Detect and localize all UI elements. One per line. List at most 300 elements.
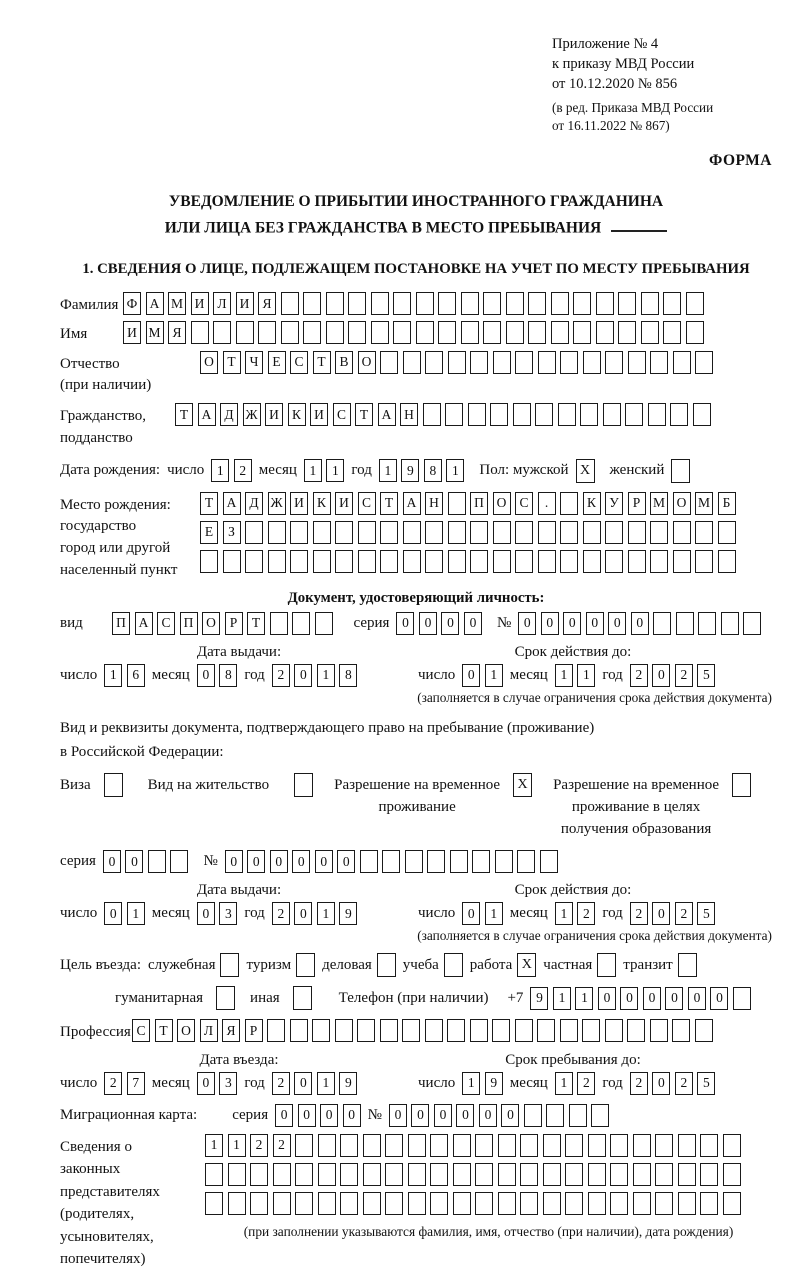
char-cell[interactable]: И	[335, 492, 353, 515]
char-cell[interactable]: Н	[400, 403, 418, 426]
char-cell[interactable]: 1	[127, 902, 145, 925]
char-cell[interactable]: М	[168, 292, 186, 315]
char-cell[interactable]: Ф	[123, 292, 141, 315]
purpose-other-checkbox[interactable]	[293, 986, 312, 1010]
char-cell[interactable]: 0	[103, 850, 121, 873]
char-cell[interactable]	[408, 1163, 426, 1186]
char-cell[interactable]: С	[132, 1019, 150, 1042]
char-cell[interactable]	[405, 850, 423, 873]
char-cell[interactable]	[686, 321, 704, 344]
char-cell[interactable]: И	[123, 321, 141, 344]
char-cell[interactable]	[588, 1134, 606, 1157]
char-cell[interactable]	[700, 1134, 718, 1157]
char-cell[interactable]	[583, 521, 601, 544]
char-cell[interactable]	[515, 550, 533, 573]
char-cell[interactable]	[605, 351, 623, 374]
char-cell[interactable]	[673, 521, 691, 544]
char-cell[interactable]: Т	[200, 492, 218, 515]
char-cell[interactable]: 0	[479, 1104, 497, 1127]
char-cell[interactable]	[700, 1192, 718, 1215]
char-cell[interactable]: 9	[530, 987, 548, 1010]
char-cell[interactable]: 9	[485, 1072, 503, 1095]
char-cell[interactable]	[447, 1019, 465, 1042]
char-cell[interactable]: С	[290, 351, 308, 374]
char-cell[interactable]	[270, 612, 288, 635]
char-cell[interactable]	[655, 1163, 673, 1186]
purpose-study-checkbox[interactable]	[444, 953, 463, 977]
char-cell[interactable]: 2	[675, 664, 693, 687]
char-cell[interactable]: 5	[697, 664, 715, 687]
char-cell[interactable]: 0	[665, 987, 683, 1010]
char-cell[interactable]	[453, 1163, 471, 1186]
char-cell[interactable]	[318, 1192, 336, 1215]
char-cell[interactable]: О	[177, 1019, 195, 1042]
char-cell[interactable]	[385, 1163, 403, 1186]
char-cell[interactable]: Л	[213, 292, 231, 315]
char-cell[interactable]	[475, 1192, 493, 1215]
char-cell[interactable]	[573, 292, 591, 315]
char-cell[interactable]: 0	[434, 1104, 452, 1127]
char-cell[interactable]: 2	[273, 1134, 291, 1157]
char-cell[interactable]: 0	[343, 1104, 361, 1127]
char-cell[interactable]	[348, 321, 366, 344]
char-cell[interactable]	[363, 1163, 381, 1186]
char-cell[interactable]: 0	[598, 987, 616, 1010]
char-cell[interactable]	[524, 1104, 542, 1127]
char-cell[interactable]: 0	[456, 1104, 474, 1127]
char-cell[interactable]: 0	[652, 1072, 670, 1095]
char-cell[interactable]: Н	[425, 492, 443, 515]
char-cell[interactable]	[425, 550, 443, 573]
char-cell[interactable]	[403, 550, 421, 573]
char-cell[interactable]: .	[538, 492, 556, 515]
char-cell[interactable]: 1	[553, 987, 571, 1010]
char-cell[interactable]	[650, 351, 668, 374]
char-cell[interactable]	[492, 1019, 510, 1042]
char-cell[interactable]	[535, 403, 553, 426]
char-cell[interactable]	[470, 1019, 488, 1042]
char-cell[interactable]	[603, 403, 621, 426]
char-cell[interactable]	[538, 351, 556, 374]
char-cell[interactable]: Я	[168, 321, 186, 344]
char-cell[interactable]	[245, 521, 263, 544]
char-cell[interactable]: И	[236, 292, 254, 315]
char-cell[interactable]	[678, 1163, 696, 1186]
char-cell[interactable]: Р	[225, 612, 243, 635]
char-cell[interactable]: К	[313, 492, 331, 515]
char-cell[interactable]	[425, 1019, 443, 1042]
char-cell[interactable]	[448, 521, 466, 544]
char-cell[interactable]	[610, 1192, 628, 1215]
char-cell[interactable]	[380, 521, 398, 544]
char-cell[interactable]: 2	[630, 902, 648, 925]
char-cell[interactable]	[313, 550, 331, 573]
char-cell[interactable]	[313, 521, 331, 544]
char-cell[interactable]	[718, 521, 736, 544]
char-cell[interactable]	[205, 1192, 223, 1215]
char-cell[interactable]	[498, 1163, 516, 1186]
char-cell[interactable]: А	[198, 403, 216, 426]
char-cell[interactable]	[650, 521, 668, 544]
char-cell[interactable]: 1	[485, 902, 503, 925]
char-cell[interactable]	[470, 351, 488, 374]
char-cell[interactable]: 0	[462, 664, 480, 687]
char-cell[interactable]: И	[265, 403, 283, 426]
residence-permit-checkbox[interactable]	[294, 773, 313, 797]
char-cell[interactable]	[461, 292, 479, 315]
char-cell[interactable]: 0	[292, 850, 310, 873]
char-cell[interactable]	[380, 1019, 398, 1042]
char-cell[interactable]: С	[358, 492, 376, 515]
char-cell[interactable]	[648, 403, 666, 426]
char-cell[interactable]: 1	[575, 987, 593, 1010]
char-cell[interactable]: 0	[710, 987, 728, 1010]
char-cell[interactable]: П	[112, 612, 130, 635]
char-cell[interactable]	[427, 850, 445, 873]
char-cell[interactable]	[723, 1163, 741, 1186]
purpose-humanitarian-checkbox[interactable]	[216, 986, 235, 1010]
char-cell[interactable]: А	[223, 492, 241, 515]
char-cell[interactable]: У	[605, 492, 623, 515]
char-cell[interactable]	[625, 403, 643, 426]
char-cell[interactable]	[743, 612, 761, 635]
char-cell[interactable]: 1	[205, 1134, 223, 1157]
char-cell[interactable]: Е	[200, 521, 218, 544]
char-cell[interactable]: 1	[317, 664, 335, 687]
char-cell[interactable]: 0	[462, 902, 480, 925]
char-cell[interactable]: 0	[586, 612, 604, 635]
char-cell[interactable]	[191, 321, 209, 344]
char-cell[interactable]: 0	[104, 902, 122, 925]
char-cell[interactable]	[538, 521, 556, 544]
char-cell[interactable]: 0	[419, 612, 437, 635]
char-cell[interactable]	[633, 1163, 651, 1186]
char-cell[interactable]: Д	[220, 403, 238, 426]
char-cell[interactable]	[546, 1104, 564, 1127]
char-cell[interactable]	[430, 1163, 448, 1186]
char-cell[interactable]: 0	[315, 850, 333, 873]
char-cell[interactable]	[453, 1192, 471, 1215]
char-cell[interactable]	[281, 292, 299, 315]
char-cell[interactable]: 0	[501, 1104, 519, 1127]
char-cell[interactable]: 0	[411, 1104, 429, 1127]
char-cell[interactable]	[326, 292, 344, 315]
char-cell[interactable]	[448, 550, 466, 573]
char-cell[interactable]: Е	[268, 351, 286, 374]
char-cell[interactable]	[583, 351, 601, 374]
char-cell[interactable]	[628, 550, 646, 573]
char-cell[interactable]: А	[403, 492, 421, 515]
char-cell[interactable]	[655, 1192, 673, 1215]
char-cell[interactable]	[425, 521, 443, 544]
char-cell[interactable]: 0	[125, 850, 143, 873]
char-cell[interactable]: 0	[197, 902, 215, 925]
char-cell[interactable]	[438, 321, 456, 344]
char-cell[interactable]	[453, 1134, 471, 1157]
char-cell[interactable]: И	[191, 292, 209, 315]
char-cell[interactable]: 1	[304, 459, 322, 482]
char-cell[interactable]: 1	[555, 902, 573, 925]
char-cell[interactable]	[358, 550, 376, 573]
char-cell[interactable]: Р	[245, 1019, 263, 1042]
char-cell[interactable]: Д	[245, 492, 263, 515]
char-cell[interactable]: 2	[234, 459, 252, 482]
char-cell[interactable]	[228, 1163, 246, 1186]
char-cell[interactable]: 2	[675, 902, 693, 925]
char-cell[interactable]	[565, 1134, 583, 1157]
char-cell[interactable]: 0	[294, 1072, 312, 1095]
char-cell[interactable]	[582, 1019, 600, 1042]
char-cell[interactable]	[295, 1134, 313, 1157]
char-cell[interactable]: 1	[228, 1134, 246, 1157]
char-cell[interactable]: Ч	[245, 351, 263, 374]
char-cell[interactable]: 1	[317, 1072, 335, 1095]
char-cell[interactable]: 8	[424, 459, 442, 482]
char-cell[interactable]: 0	[652, 664, 670, 687]
char-cell[interactable]	[641, 292, 659, 315]
char-cell[interactable]: Ж	[268, 492, 286, 515]
char-cell[interactable]	[290, 521, 308, 544]
char-cell[interactable]: 0	[541, 612, 559, 635]
char-cell[interactable]: 9	[401, 459, 419, 482]
purpose-private-checkbox[interactable]	[597, 953, 616, 977]
char-cell[interactable]	[425, 351, 443, 374]
char-cell[interactable]: С	[333, 403, 351, 426]
char-cell[interactable]: Т	[247, 612, 265, 635]
char-cell[interactable]	[223, 550, 241, 573]
char-cell[interactable]: 0	[294, 902, 312, 925]
purpose-transit-checkbox[interactable]	[678, 953, 697, 977]
char-cell[interactable]	[363, 1192, 381, 1215]
char-cell[interactable]	[267, 1019, 285, 1042]
char-cell[interactable]	[506, 321, 524, 344]
char-cell[interactable]: А	[146, 292, 164, 315]
char-cell[interactable]	[565, 1192, 583, 1215]
char-cell[interactable]	[335, 521, 353, 544]
char-cell[interactable]: 1	[317, 902, 335, 925]
char-cell[interactable]	[148, 850, 166, 873]
char-cell[interactable]	[470, 521, 488, 544]
char-cell[interactable]	[290, 1019, 308, 1042]
sex-male-checkbox[interactable]: X	[576, 459, 595, 483]
char-cell[interactable]: 1	[326, 459, 344, 482]
char-cell[interactable]	[628, 351, 646, 374]
char-cell[interactable]	[538, 550, 556, 573]
char-cell[interactable]	[498, 1192, 516, 1215]
char-cell[interactable]	[483, 292, 501, 315]
char-cell[interactable]: И	[310, 403, 328, 426]
char-cell[interactable]	[618, 292, 636, 315]
char-cell[interactable]	[540, 850, 558, 873]
char-cell[interactable]	[558, 403, 576, 426]
char-cell[interactable]: К	[583, 492, 601, 515]
char-cell[interactable]	[543, 1192, 561, 1215]
char-cell[interactable]	[653, 612, 671, 635]
char-cell[interactable]	[236, 321, 254, 344]
char-cell[interactable]: 7	[127, 1072, 145, 1095]
char-cell[interactable]: 1	[462, 1072, 480, 1095]
char-cell[interactable]: 1	[446, 459, 464, 482]
char-cell[interactable]: 2	[577, 1072, 595, 1095]
char-cell[interactable]: 8	[339, 664, 357, 687]
char-cell[interactable]	[506, 292, 524, 315]
char-cell[interactable]: Я	[258, 292, 276, 315]
char-cell[interactable]	[493, 521, 511, 544]
char-cell[interactable]	[537, 1019, 555, 1042]
char-cell[interactable]	[250, 1163, 268, 1186]
char-cell[interactable]: М	[146, 321, 164, 344]
char-cell[interactable]: 9	[339, 1072, 357, 1095]
char-cell[interactable]	[268, 521, 286, 544]
char-cell[interactable]	[360, 850, 378, 873]
char-cell[interactable]: 5	[697, 902, 715, 925]
char-cell[interactable]: 3	[219, 902, 237, 925]
visa-checkbox[interactable]	[104, 773, 123, 797]
char-cell[interactable]	[569, 1104, 587, 1127]
char-cell[interactable]	[468, 403, 486, 426]
char-cell[interactable]: Л	[200, 1019, 218, 1042]
char-cell[interactable]: 0	[652, 902, 670, 925]
char-cell[interactable]: 0	[275, 1104, 293, 1127]
char-cell[interactable]	[393, 321, 411, 344]
char-cell[interactable]	[698, 612, 716, 635]
char-cell[interactable]: Т	[380, 492, 398, 515]
char-cell[interactable]	[605, 1019, 623, 1042]
char-cell[interactable]	[641, 321, 659, 344]
char-cell[interactable]	[693, 403, 711, 426]
char-cell[interactable]	[382, 850, 400, 873]
char-cell[interactable]	[650, 1019, 668, 1042]
char-cell[interactable]	[393, 292, 411, 315]
char-cell[interactable]	[517, 850, 535, 873]
char-cell[interactable]	[723, 1134, 741, 1157]
char-cell[interactable]: 0	[441, 612, 459, 635]
char-cell[interactable]	[416, 321, 434, 344]
char-cell[interactable]	[573, 321, 591, 344]
char-cell[interactable]: 0	[518, 612, 536, 635]
char-cell[interactable]	[340, 1163, 358, 1186]
char-cell[interactable]	[448, 492, 466, 515]
char-cell[interactable]	[340, 1192, 358, 1215]
char-cell[interactable]	[205, 1163, 223, 1186]
char-cell[interactable]: 0	[620, 987, 638, 1010]
char-cell[interactable]	[408, 1134, 426, 1157]
char-cell[interactable]	[357, 1019, 375, 1042]
char-cell[interactable]	[733, 987, 751, 1010]
char-cell[interactable]	[371, 321, 389, 344]
char-cell[interactable]	[258, 321, 276, 344]
char-cell[interactable]: 0	[688, 987, 706, 1010]
purpose-official-checkbox[interactable]	[220, 953, 239, 977]
char-cell[interactable]: 2	[630, 1072, 648, 1095]
char-cell[interactable]	[445, 403, 463, 426]
char-cell[interactable]: С	[515, 492, 533, 515]
char-cell[interactable]	[596, 292, 614, 315]
edu-permit-checkbox[interactable]	[732, 773, 751, 797]
char-cell[interactable]: Ж	[243, 403, 261, 426]
char-cell[interactable]	[672, 1019, 690, 1042]
char-cell[interactable]: О	[202, 612, 220, 635]
char-cell[interactable]	[520, 1134, 538, 1157]
char-cell[interactable]: 0	[197, 1072, 215, 1095]
char-cell[interactable]: Р	[628, 492, 646, 515]
char-cell[interactable]	[591, 1104, 609, 1127]
char-cell[interactable]	[520, 1192, 538, 1215]
char-cell[interactable]	[493, 550, 511, 573]
char-cell[interactable]: О	[358, 351, 376, 374]
char-cell[interactable]	[628, 521, 646, 544]
char-cell[interactable]: 1	[577, 664, 595, 687]
char-cell[interactable]: О	[200, 351, 218, 374]
char-cell[interactable]	[618, 321, 636, 344]
char-cell[interactable]	[493, 351, 511, 374]
char-cell[interactable]	[495, 850, 513, 873]
char-cell[interactable]: 0	[225, 850, 243, 873]
char-cell[interactable]	[676, 612, 694, 635]
char-cell[interactable]: 0	[270, 850, 288, 873]
char-cell[interactable]	[686, 292, 704, 315]
char-cell[interactable]	[528, 321, 546, 344]
char-cell[interactable]	[250, 1192, 268, 1215]
char-cell[interactable]	[213, 321, 231, 344]
char-cell[interactable]: 3	[219, 1072, 237, 1095]
char-cell[interactable]	[498, 1134, 516, 1157]
char-cell[interactable]: 1	[211, 459, 229, 482]
char-cell[interactable]	[723, 1192, 741, 1215]
char-cell[interactable]: М	[695, 492, 713, 515]
char-cell[interactable]	[303, 321, 321, 344]
char-cell[interactable]	[610, 1163, 628, 1186]
temp-permit-checkbox[interactable]: X	[513, 773, 532, 797]
char-cell[interactable]: 2	[675, 1072, 693, 1095]
char-cell[interactable]	[423, 403, 441, 426]
char-cell[interactable]: 0	[389, 1104, 407, 1127]
purpose-work-checkbox[interactable]: X	[517, 953, 536, 977]
char-cell[interactable]	[292, 612, 310, 635]
char-cell[interactable]: 2	[272, 902, 290, 925]
char-cell[interactable]	[290, 550, 308, 573]
char-cell[interactable]	[543, 1134, 561, 1157]
char-cell[interactable]	[303, 292, 321, 315]
char-cell[interactable]	[718, 550, 736, 573]
char-cell[interactable]: С	[157, 612, 175, 635]
char-cell[interactable]	[695, 1019, 713, 1042]
char-cell[interactable]: 2	[577, 902, 595, 925]
char-cell[interactable]: 0	[563, 612, 581, 635]
char-cell[interactable]	[461, 321, 479, 344]
char-cell[interactable]	[408, 1192, 426, 1215]
char-cell[interactable]: 0	[298, 1104, 316, 1127]
char-cell[interactable]	[588, 1192, 606, 1215]
char-cell[interactable]: А	[135, 612, 153, 635]
char-cell[interactable]	[605, 521, 623, 544]
char-cell[interactable]: 0	[294, 664, 312, 687]
char-cell[interactable]	[515, 351, 533, 374]
char-cell[interactable]: 2	[272, 664, 290, 687]
purpose-business-checkbox[interactable]	[377, 953, 396, 977]
sex-female-checkbox[interactable]	[671, 459, 690, 483]
char-cell[interactable]	[560, 1019, 578, 1042]
char-cell[interactable]	[268, 550, 286, 573]
char-cell[interactable]	[560, 521, 578, 544]
char-cell[interactable]	[605, 550, 623, 573]
char-cell[interactable]	[515, 521, 533, 544]
char-cell[interactable]	[475, 1163, 493, 1186]
char-cell[interactable]: Я	[222, 1019, 240, 1042]
char-cell[interactable]: 2	[272, 1072, 290, 1095]
char-cell[interactable]	[700, 1163, 718, 1186]
char-cell[interactable]	[315, 612, 333, 635]
